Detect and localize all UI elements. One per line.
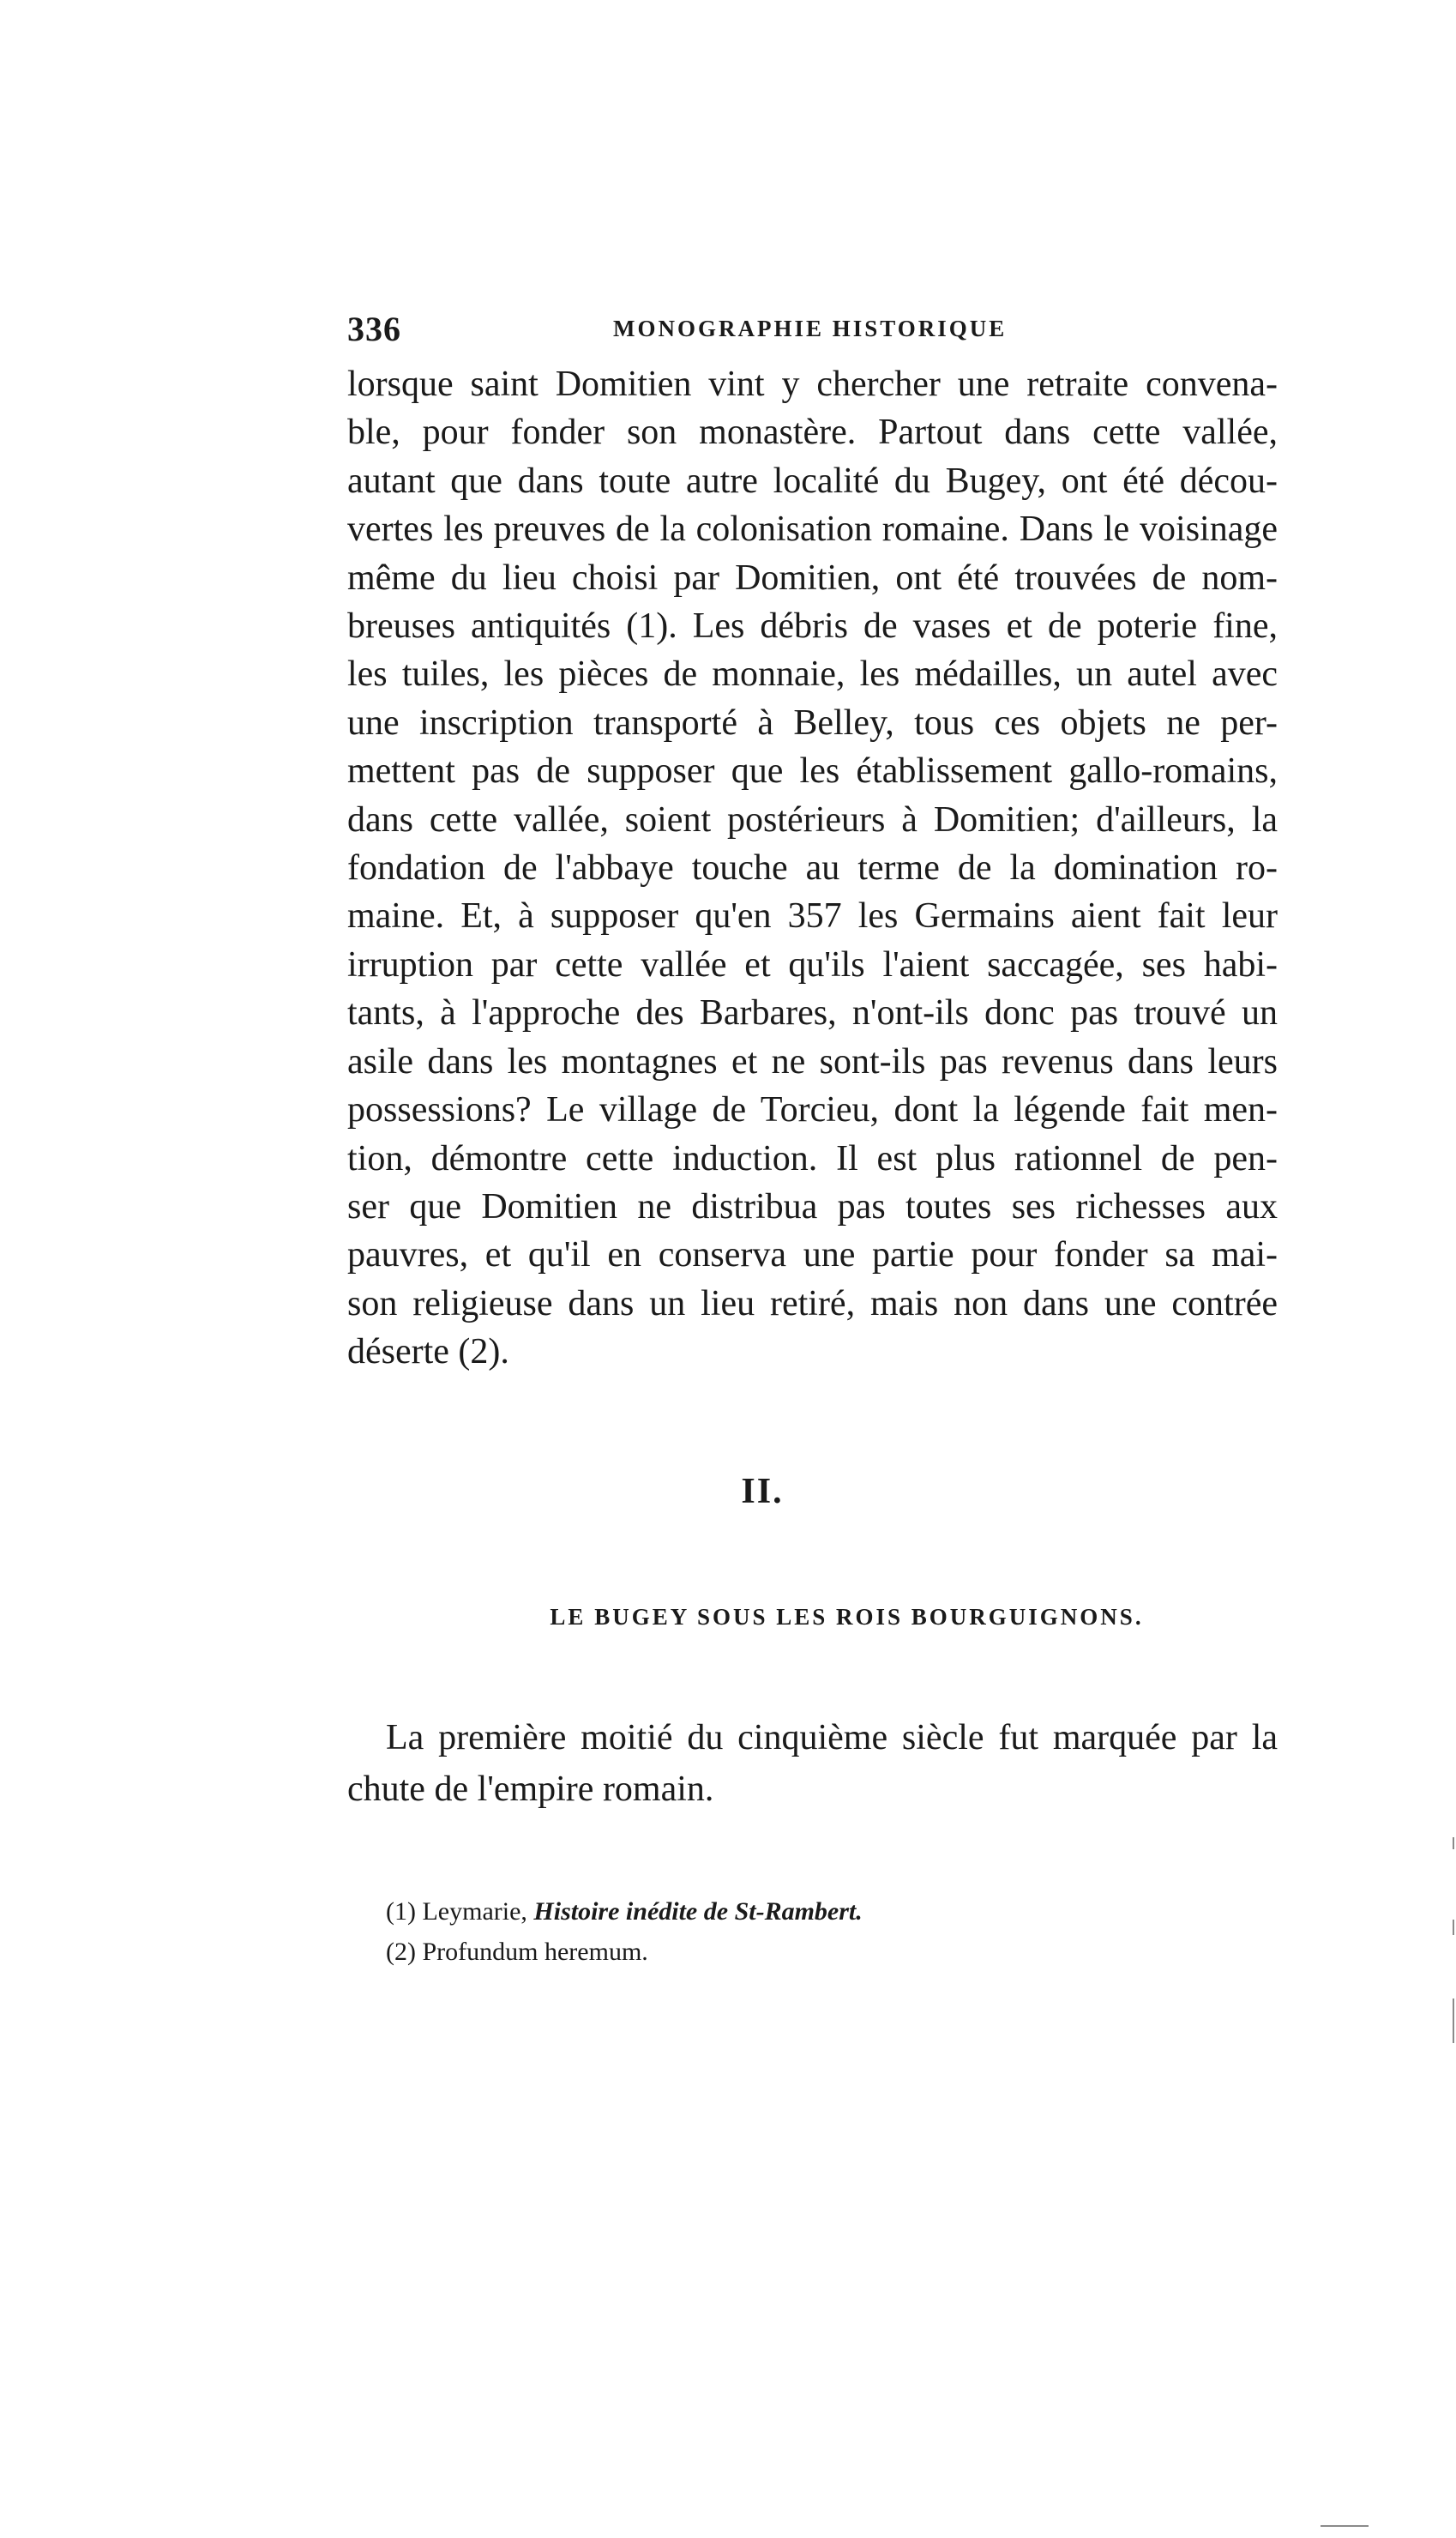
text-line: les tuiles, les pièces de monnaie, les médailles, un autel avec: [347, 654, 1278, 695]
text-line: tants, à l'approche des Barbares, n'ont-ils donc pas trouvé un: [347, 993, 1278, 1034]
text-line: vertes les preuves de la colonisation romaine. Dans le voisinage: [347, 509, 1278, 550]
text-line: ble, pour fonder son monastère. Partout dans cette vallée,: [347, 413, 1278, 453]
text-line: tion, démontre cette induction. Il est plus rationnel de pen-: [347, 1138, 1278, 1179]
text-line: une inscription transporté à Belley, tous ces objets ne per-: [347, 702, 1278, 743]
section-title: LE BUGEY SOUS LES ROIS BOURGUIGNONS.: [550, 1604, 1144, 1630]
text-line: possessions? Le village de Torcieu, dont la légende fait men-: [347, 1090, 1278, 1130]
footnote-author: Leymarie,: [422, 1897, 527, 1926]
text-line: chute de l'empire romain.: [347, 1769, 714, 1809]
footnote-work-title: Histoire inédite de St-Rambert.: [533, 1897, 863, 1926]
text-line: pauvres, et qu'il en conserva une partie pour fonder sa mai-: [347, 1235, 1278, 1275]
text-line: maine. Et, à supposer qu'en 357 les Germains aient fait leur: [347, 896, 1278, 937]
footnote-2: [386, 1932, 1243, 1972]
text-line: autant que dans toute autre localité du Bugey, ont été décou-: [347, 461, 1278, 501]
text-line: dans cette vallée, soient postérieurs à Domitien; d'ailleurs, la: [347, 799, 1278, 840]
text-line: La première moitié du cinquième siècle fut marquée par la: [386, 1718, 1278, 1757]
footnote-marker: (2): [386, 1938, 416, 1966]
footnote-marker: (1): [386, 1897, 416, 1926]
running-head: [347, 309, 1278, 352]
section-paragraph: [347, 1712, 1278, 1815]
footnotes: [386, 1891, 1243, 1972]
text-line: ser que Domitien ne distribua pas toutes ses richesses aux: [347, 1186, 1278, 1227]
running-title: MONOGRAPHIE HISTORIQUE: [613, 316, 1008, 341]
scan-margin-mark: [1453, 1837, 1454, 1849]
page-number: 336: [347, 310, 401, 348]
scan-bottom-line: [1321, 2525, 1369, 2527]
text-line: irruption par cette vallée et qu'ils l'aient saccagée, ses habi-: [347, 944, 1278, 985]
text-line: déserte (2).: [347, 1332, 509, 1372]
body-paragraph: [347, 360, 1278, 1377]
scan-margin-mark: [1453, 1998, 1454, 2043]
scan-margin-mark: [1453, 1920, 1454, 1935]
text-line: asile dans les montagnes et ne sont-ils pas revenus dans leurs: [347, 1041, 1278, 1082]
text-line: son religieuse dans un lieu retiré, mais non dans une contrée: [347, 1283, 1278, 1323]
text-line: fondation de l'abbaye touche au terme de la domination ro-: [347, 848, 1278, 889]
footnote-text: Profundum heremum.: [422, 1938, 648, 1966]
footnote-1: [386, 1891, 1243, 1932]
text-line: lorsque saint Domitien vint y chercher une retraite convena-: [347, 365, 1278, 404]
section-number: II.: [741, 1472, 784, 1511]
text-line: mettent pas de supposer que les établissement gallo-romains,: [347, 751, 1278, 792]
text-line: même du lieu choisi par Domitien, ont été trouvées de nom-: [347, 558, 1278, 598]
text-line: breuses antiquités (1). Les débris de vases et de poterie fine,: [347, 606, 1278, 647]
